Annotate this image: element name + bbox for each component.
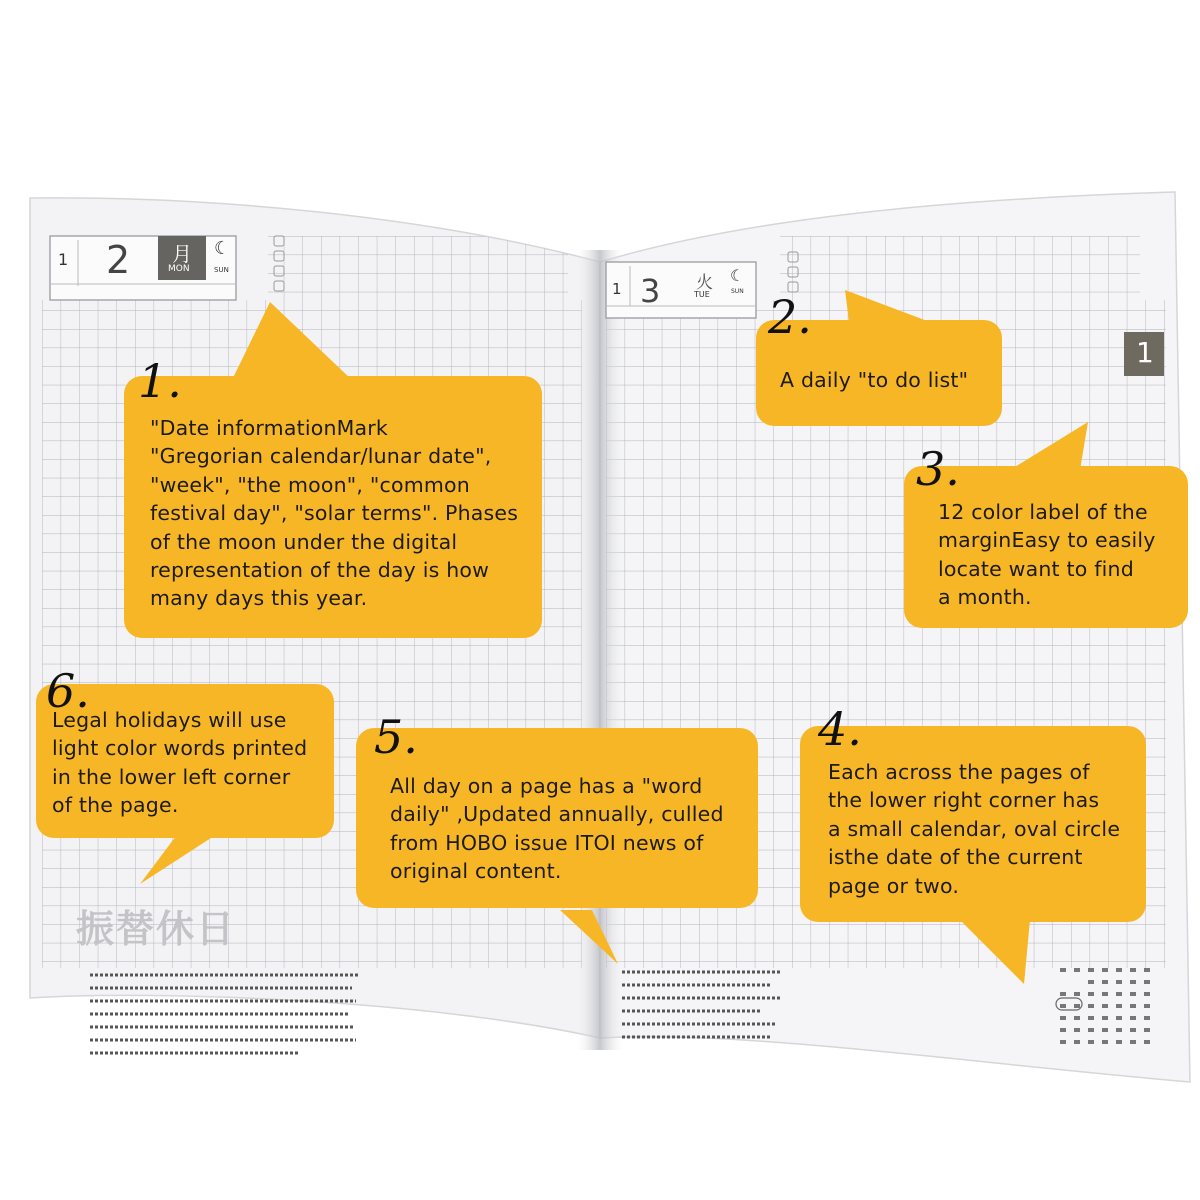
left-weekday-kanji: 月 xyxy=(172,242,192,266)
left-day: 2 xyxy=(106,238,131,282)
callout-number: 1. xyxy=(138,354,182,408)
callout-text: All day on a page has a "word daily" ,Updated annually, culled from HOBO issue ITOI news of original content. xyxy=(390,774,724,884)
mini-calendar-day xyxy=(1130,980,1136,984)
month-tab-label: 1 xyxy=(1136,336,1154,369)
mini-calendar-day xyxy=(1130,1004,1136,1008)
left-date-header xyxy=(50,236,236,300)
mini-calendar-day xyxy=(1116,1040,1122,1044)
mini-calendar-day xyxy=(1102,1028,1108,1032)
right-moon-icon: ☾ xyxy=(730,266,745,285)
right-weekday: TUE xyxy=(694,290,710,299)
right-month: 1 xyxy=(612,280,622,298)
callout-text: A daily "to do list" xyxy=(780,368,969,392)
mini-calendar-day xyxy=(1102,1004,1108,1008)
mini-calendar-day xyxy=(1144,1040,1150,1044)
mini-calendar-day xyxy=(1074,968,1080,972)
mini-calendar-day xyxy=(1116,1016,1122,1020)
mini-calendar-day xyxy=(1130,1016,1136,1020)
mini-calendar-day xyxy=(1074,992,1080,996)
right-weekday-kanji: 火 xyxy=(696,273,713,293)
mini-calendar-day xyxy=(1060,1040,1066,1044)
mini-calendar-day xyxy=(1130,1028,1136,1032)
callout-text: 12 color label of the marginEasy to easily locate want to find a month. xyxy=(938,500,1156,610)
mini-calendar-day xyxy=(1060,1004,1066,1008)
callout-number: 4. xyxy=(818,702,862,756)
mini-calendar-day xyxy=(1102,992,1108,996)
mini-calendar-day xyxy=(1088,1040,1094,1044)
mini-calendar-day xyxy=(1074,1004,1080,1008)
mini-calendar-day xyxy=(1088,1016,1094,1020)
callout-5 xyxy=(356,710,758,908)
mini-calendar-day xyxy=(1144,992,1150,996)
mini-calendar-day xyxy=(1074,1028,1080,1032)
mini-calendar-day xyxy=(1060,968,1066,972)
mini-calendar-day xyxy=(1102,1040,1108,1044)
mini-calendar-day xyxy=(1116,1028,1122,1032)
mini-calendar-day xyxy=(1060,1016,1066,1020)
mini-calendar-day xyxy=(1144,1028,1150,1032)
callout-3 xyxy=(904,442,1188,628)
callout-number: 2. xyxy=(768,290,812,344)
mini-calendar-day xyxy=(1088,980,1094,984)
left-month: 1 xyxy=(58,250,69,269)
callout-number: 3. xyxy=(916,442,960,496)
right-day: 3 xyxy=(640,272,661,310)
callout-6 xyxy=(36,664,334,838)
mini-calendar-day xyxy=(1144,1004,1150,1008)
callout-1 xyxy=(124,354,542,638)
mini-calendar-day xyxy=(1088,1004,1094,1008)
mini-calendar-day xyxy=(1102,1016,1108,1020)
mini-calendar-day xyxy=(1130,968,1136,972)
mini-calendar-day xyxy=(1102,968,1108,972)
callout-number: 5. xyxy=(374,710,418,764)
callout-text: Each across the pages of the lower right corner has a small calendar, oval circle isthe date of the current page or two. xyxy=(828,760,1121,898)
mini-calendar-day xyxy=(1074,1040,1080,1044)
mini-calendar-day xyxy=(1130,992,1136,996)
callout-4 xyxy=(800,702,1146,922)
mini-calendar-day xyxy=(1144,968,1150,972)
callout-text: "Date informationMark "Gregorian calendar/lunar date", "week", "the moon", "common festival day", "solar terms". Phases of the moon under the digital representation of the day is how many days this year. xyxy=(150,416,519,611)
mini-calendar-day xyxy=(1116,968,1122,972)
left-moon-icon: ☾ xyxy=(214,238,231,259)
callout-text: Legal holidays will use light color words printed in the lower left corner of the page. xyxy=(52,708,308,818)
mini-calendar-day xyxy=(1116,1004,1122,1008)
mini-calendar-day xyxy=(1060,992,1066,996)
left-moon-label: SUN xyxy=(214,266,229,274)
mini-calendar-day xyxy=(1074,1016,1080,1020)
left-weekday: MON xyxy=(168,264,190,274)
callout-number: 6. xyxy=(46,664,90,718)
mini-calendar-day xyxy=(1130,1040,1136,1044)
mini-calendar-day xyxy=(1088,1028,1094,1032)
mini-calendar-day xyxy=(1088,992,1094,996)
mini-calendar-day xyxy=(1088,968,1094,972)
mini-calendar-day xyxy=(1144,980,1150,984)
mini-calendar-day xyxy=(1116,980,1122,984)
mini-calendar-day xyxy=(1060,1028,1066,1032)
callout-2 xyxy=(756,290,1002,426)
mini-calendar-day xyxy=(1144,1016,1150,1020)
mini-calendar-day xyxy=(1102,980,1108,984)
right-moon-label: SUN xyxy=(731,288,744,295)
holiday-text: 振替休日 xyxy=(76,907,237,951)
mini-calendar-day xyxy=(1116,992,1122,996)
